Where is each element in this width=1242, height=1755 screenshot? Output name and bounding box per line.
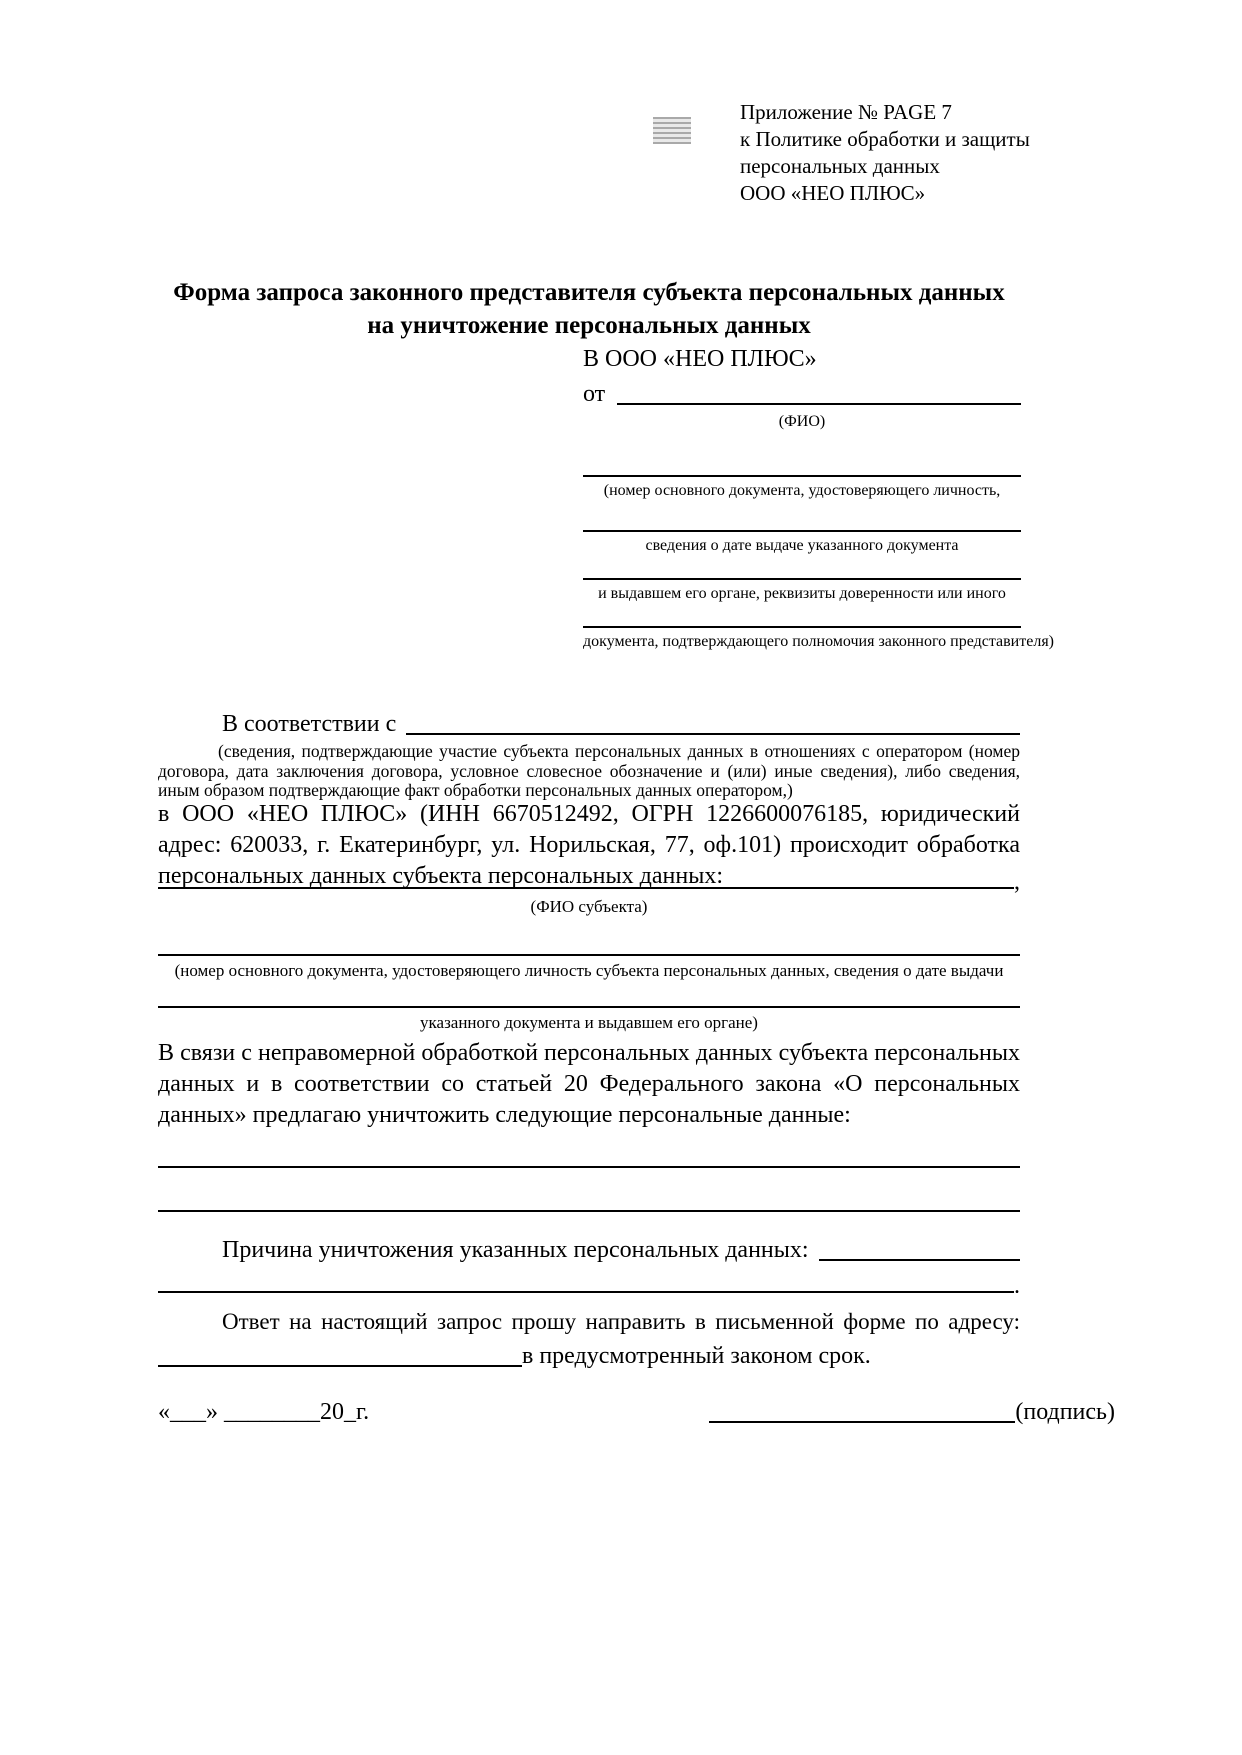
caption-doc-1: (номер основного документа, удостоверяющего личность,: [603, 482, 1001, 499]
from-label: от: [583, 381, 606, 407]
caption-subject-doc-2: указанного документа и выдавшем его органе): [420, 1013, 758, 1032]
reason-section: [158, 1232, 1020, 1264]
representative-doc-field-line-2[interactable]: [583, 530, 1021, 532]
accordance-lead: В соответствии с: [222, 711, 397, 737]
embedded-object-icon: [653, 117, 691, 144]
representative-doc-field-line-4[interactable]: [583, 626, 1021, 628]
document-title: [158, 276, 1020, 342]
reply-address-field-line[interactable]: [158, 1365, 522, 1367]
representative-fio-field-line[interactable]: [617, 403, 1021, 405]
reason-continuation: [158, 1272, 1020, 1299]
caption-doc-3: и выдавшем его органе, реквизиты доверенности или иного: [598, 585, 1006, 602]
caption-doc-2: сведения о дате выдаче указанного документа: [645, 537, 959, 554]
accordance-field-line[interactable]: [406, 733, 1020, 735]
accordance-note: (сведения, подтверждающие участие субъекта персональных данных в отношениях с оператором (номер договора, дата заключения договора, условное словесное обозначение и (или) иные сведения), либо сведения, иным образом подтверждающие факт обработки персональных данных оператором,): [158, 741, 1020, 800]
header-line-personal-data: персональных данных: [740, 154, 940, 178]
subject-comma: ,: [1014, 869, 1020, 895]
header-block: [740, 99, 1030, 207]
header-line-company: ООО «НЕО ПЛЮС»: [740, 181, 926, 205]
to-organization: В ООО «НЕО ПЛЮС»: [583, 346, 817, 372]
caption-subject-doc-1: (номер основного документа, удостоверяющего личность субъекта персональных данных, сведения о дате выдачи: [174, 961, 1004, 980]
subject-doc-field-line-1[interactable]: [158, 954, 1020, 956]
title-line-2: на уничтожение персональных данных: [367, 312, 811, 339]
operator-paragraph: в ООО «НЕО ПЛЮС» (ИНН 6670512492, ОГРН 1226600076185, юридический адрес: 620033, г. Екатеринбург, ул. Норильская, 77, оф.101) происходит обработка персональных данных субъекта персональных данных:: [158, 801, 1020, 889]
representative-doc-field-line-1[interactable]: [583, 475, 1021, 477]
reply-section: [158, 1306, 1020, 1370]
reason-field-line-2[interactable]: [158, 1291, 1014, 1293]
reason-period: .: [1014, 1273, 1020, 1299]
reply-tail-text: в предусмотренный законом срок.: [522, 1343, 871, 1369]
personal-data-field-line-1[interactable]: [158, 1166, 1020, 1168]
reason-field-line[interactable]: [819, 1259, 1020, 1261]
header-line-policy: к Политике обработки и защиты: [740, 127, 1030, 151]
caption-subject-fio: (ФИО субъекта): [530, 897, 648, 916]
caption-doc-4: документа, подтверждающего полномочия законного представителя): [583, 633, 1054, 650]
signature-field-line[interactable]: [709, 1421, 1015, 1423]
subject-fio-field-line[interactable]: [158, 887, 1014, 889]
signature-caption: (подпись): [1015, 1399, 1115, 1425]
reason-lead: Причина уничтожения указанных персональных данных:: [222, 1237, 809, 1263]
addressee-block: [583, 343, 1054, 652]
personal-data-lines: [158, 1140, 1020, 1212]
subject-doc-field-line-2[interactable]: [158, 1006, 1020, 1008]
caption-fio: (ФИО): [778, 413, 826, 430]
subject-block: [158, 868, 1020, 1034]
title-line-1: Форма запроса законного представителя субъекта персональных данных: [173, 279, 1005, 306]
personal-data-field-line-2[interactable]: [158, 1210, 1020, 1212]
accordance-section: [158, 702, 1020, 801]
header-line-appendix: Приложение № PAGE 7: [740, 100, 952, 124]
destroy-paragraph: В связи с неправомерной обработкой персональных данных субъекта персональных данных и в соответствии со статьей 20 Федерального закона «О персональных данных» предлагаю уничтожить следующие персональные данные:: [158, 1040, 1020, 1128]
footer-row: [158, 1392, 1115, 1426]
date-field[interactable]: «___» ________20_г.: [158, 1399, 370, 1425]
reply-request-text: Ответ на настоящий запрос прошу направить в письменной форме по адресу:: [222, 1309, 1020, 1334]
representative-doc-field-line-3[interactable]: [583, 578, 1021, 580]
